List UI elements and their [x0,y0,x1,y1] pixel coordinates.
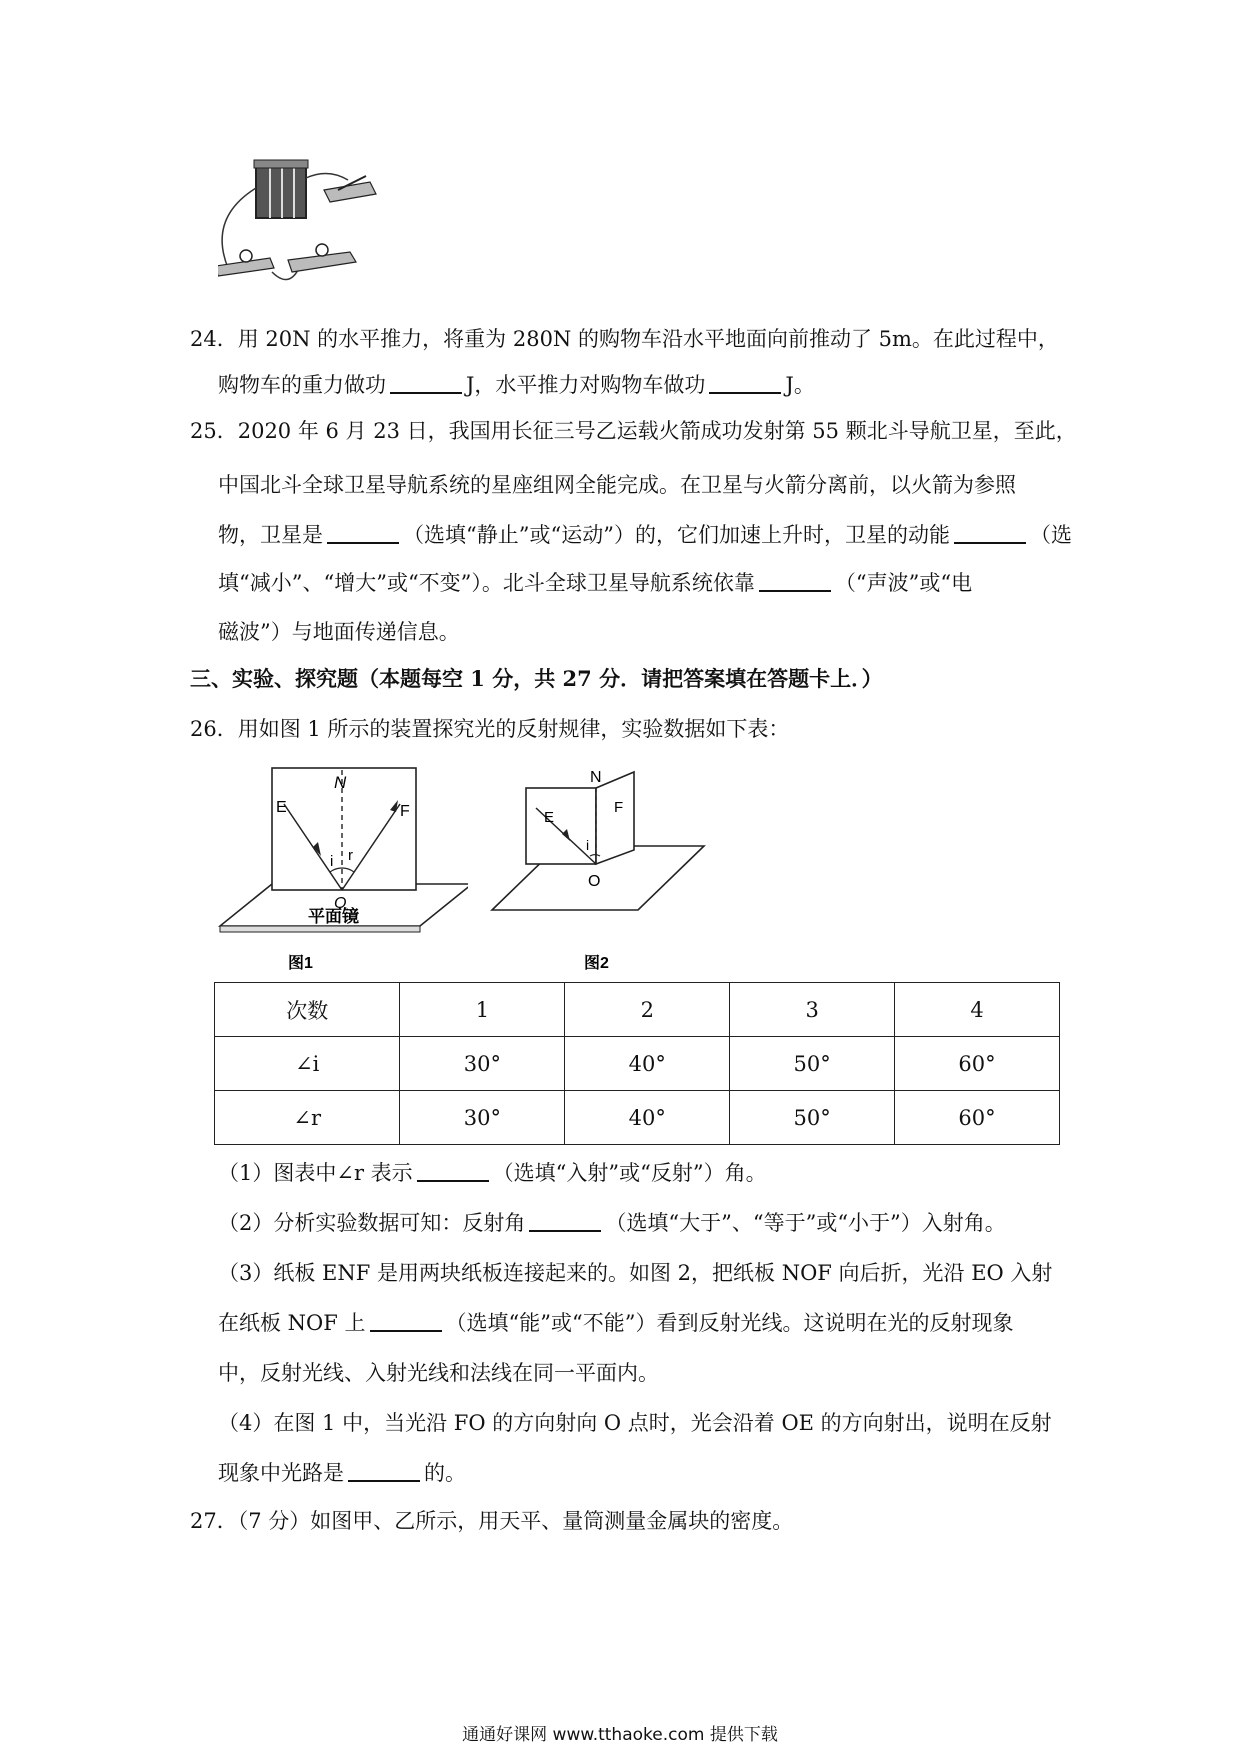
fig1-mirror-label: 平面镜 [308,907,359,926]
circuit-figure [218,158,418,298]
q24-line-1: 24．用 20N 的水平推力，将重为 280N 的购物车沿水平地面向前推动了 5m。在此过程中， [190,327,1059,351]
q26-blank-1[interactable] [417,1160,489,1182]
battery-pack [254,160,308,218]
q27-line-1: 27．（7 分）如图甲、乙所示，用天平、量筒测量金属块的密度。 [190,1509,794,1533]
q24-text-c: J。 [785,373,815,397]
q26-p1-text-a: （1）图表中∠r 表示 [218,1161,413,1185]
table-row [215,983,1060,1037]
q26-part-1 [218,1158,767,1188]
fig2-caption: 图2 [584,955,609,972]
page-footer: 通通好课网 www.tthaoke.com 提供下载 [462,1725,778,1745]
q26-blank-2[interactable] [529,1210,601,1232]
q26-p2-text-b: （选填“大于”、“等于”或“小于”）入射角。 [605,1211,1006,1235]
table-header-cell: 1 [400,983,565,1037]
table-header-cell: 次数 [215,983,400,1037]
table-cell: 60° [895,1037,1060,1091]
q25-line-4 [218,568,972,598]
fig1-label-e: E [276,799,287,816]
table-cell: 40° [565,1091,730,1145]
table-row [215,1091,1060,1145]
q26-p1-text-b: （选填“入射”或“反射”）角。 [492,1161,767,1185]
table-header-cell: 2 [565,983,730,1037]
q25-line-5: 磁波”）与地面传递信息。 [218,620,460,644]
fig1-caption: 图1 [288,955,313,972]
q24-line-2 [218,370,815,400]
table-cell: 60° [895,1091,1060,1145]
fig2-label-o: O [588,873,601,890]
fig2-label-e: E [544,809,555,826]
q26-part-4-line-1: （4）在图 1 中，当光沿 FO 的方向射向 O 点时，光会沿着 OE 的方向射出，说明在反射 [218,1411,1052,1435]
q26-blank-3[interactable] [370,1310,442,1332]
table-header-cell: 4 [895,983,1060,1037]
q24-blank-1[interactable] [390,372,462,394]
table-header-cell: 3 [730,983,895,1037]
reflection-data-table [214,982,1060,1145]
q26-part-3-line-2 [218,1308,1013,1338]
table-cell: 30° [400,1037,565,1091]
q26-part-3-line-1: （3）纸板 ENF 是用两块纸板连接起来的。如图 2，把纸板 NOF 向后折，光沿 EO 入射 [218,1261,1053,1285]
switch-top-right [324,176,376,202]
q25-line-3 [218,520,1072,550]
table-cell: 30° [400,1091,565,1145]
q25-blank-2[interactable] [954,522,1026,544]
q25-text-4b: （“声波”或“电 [834,571,973,595]
figure-2 [490,764,730,974]
fig2-label-f: F [614,799,624,816]
q26-p3-text-b: 在纸板 NOF 上 [218,1311,366,1335]
table-cell: 50° [730,1091,895,1145]
q24-text-a: 购物车的重力做功 [218,373,386,397]
q26-part-2 [218,1208,1006,1238]
table-cell: 50° [730,1037,895,1091]
q26-intro: 26．用如图 1 所示的装置探究光的反射规律，实验数据如下表： [190,717,790,741]
fig2-label-i: i [586,837,590,853]
figure-1 [218,764,468,974]
fig1-label-i: i [330,853,334,870]
fig2-label-n: N [590,769,602,786]
q24-text-b: J，水平推力对购物车做功 [466,373,706,397]
q25-text-3a: 物，卫星是 [218,523,323,547]
fig1-label-f: F [400,803,410,820]
table-cell: ∠r [215,1091,400,1145]
q25-text-3c: （选 [1029,523,1072,547]
board-nof [596,772,634,864]
q26-p2-text-a: （2）分析实验数据可知：反射角 [218,1211,526,1235]
mirror-edge [220,926,420,932]
q26-blank-4[interactable] [348,1460,420,1482]
q26-p4-text-c: 的。 [424,1461,466,1485]
q25-blank-1[interactable] [327,522,399,544]
q26-p4-text-b: 现象中光路是 [218,1461,344,1485]
fig1-label-r: r [348,847,353,864]
q26-part-4-line-2 [218,1458,466,1488]
q25-text-4a: 填“减小”、“增大”或“不变”）。北斗全球卫星导航系统依靠 [218,571,755,595]
fig1-label-n: N [334,773,347,792]
table-cell: 40° [565,1037,730,1091]
q26-p3-text-c: （选填“能”或“不能”）看到反射光线。这说明在光的反射现象 [445,1311,1014,1335]
table-row [215,1037,1060,1091]
q26-part-3-line-3: 中，反射光线、入射光线和法线在同一平面内。 [218,1361,659,1385]
section-3-title: 三、实验、探究题（本题每空 1 分，共 27 分．请把答案填在答题卡上．） [190,666,883,691]
lamp-bottom-right [288,244,356,272]
q25-line-1: 25．2020 年 6 月 23 日，我国用长征三号乙运载火箭成功发射第 55 颗北斗导航卫星，至此， [190,419,1077,443]
table-cell: ∠i [215,1037,400,1091]
q25-text-3b: （选填“静止”或“运动”）的，它们加速上升时，卫星的动能 [403,523,950,547]
q24-blank-2[interactable] [709,372,781,394]
fig1-label-o: O [334,895,347,912]
q25-line-2: 中国北斗全球卫星导航系统的星座组网全能完成。在卫星与火箭分离前，以火箭为参照 [218,473,1016,497]
q25-blank-3[interactable] [759,570,831,592]
